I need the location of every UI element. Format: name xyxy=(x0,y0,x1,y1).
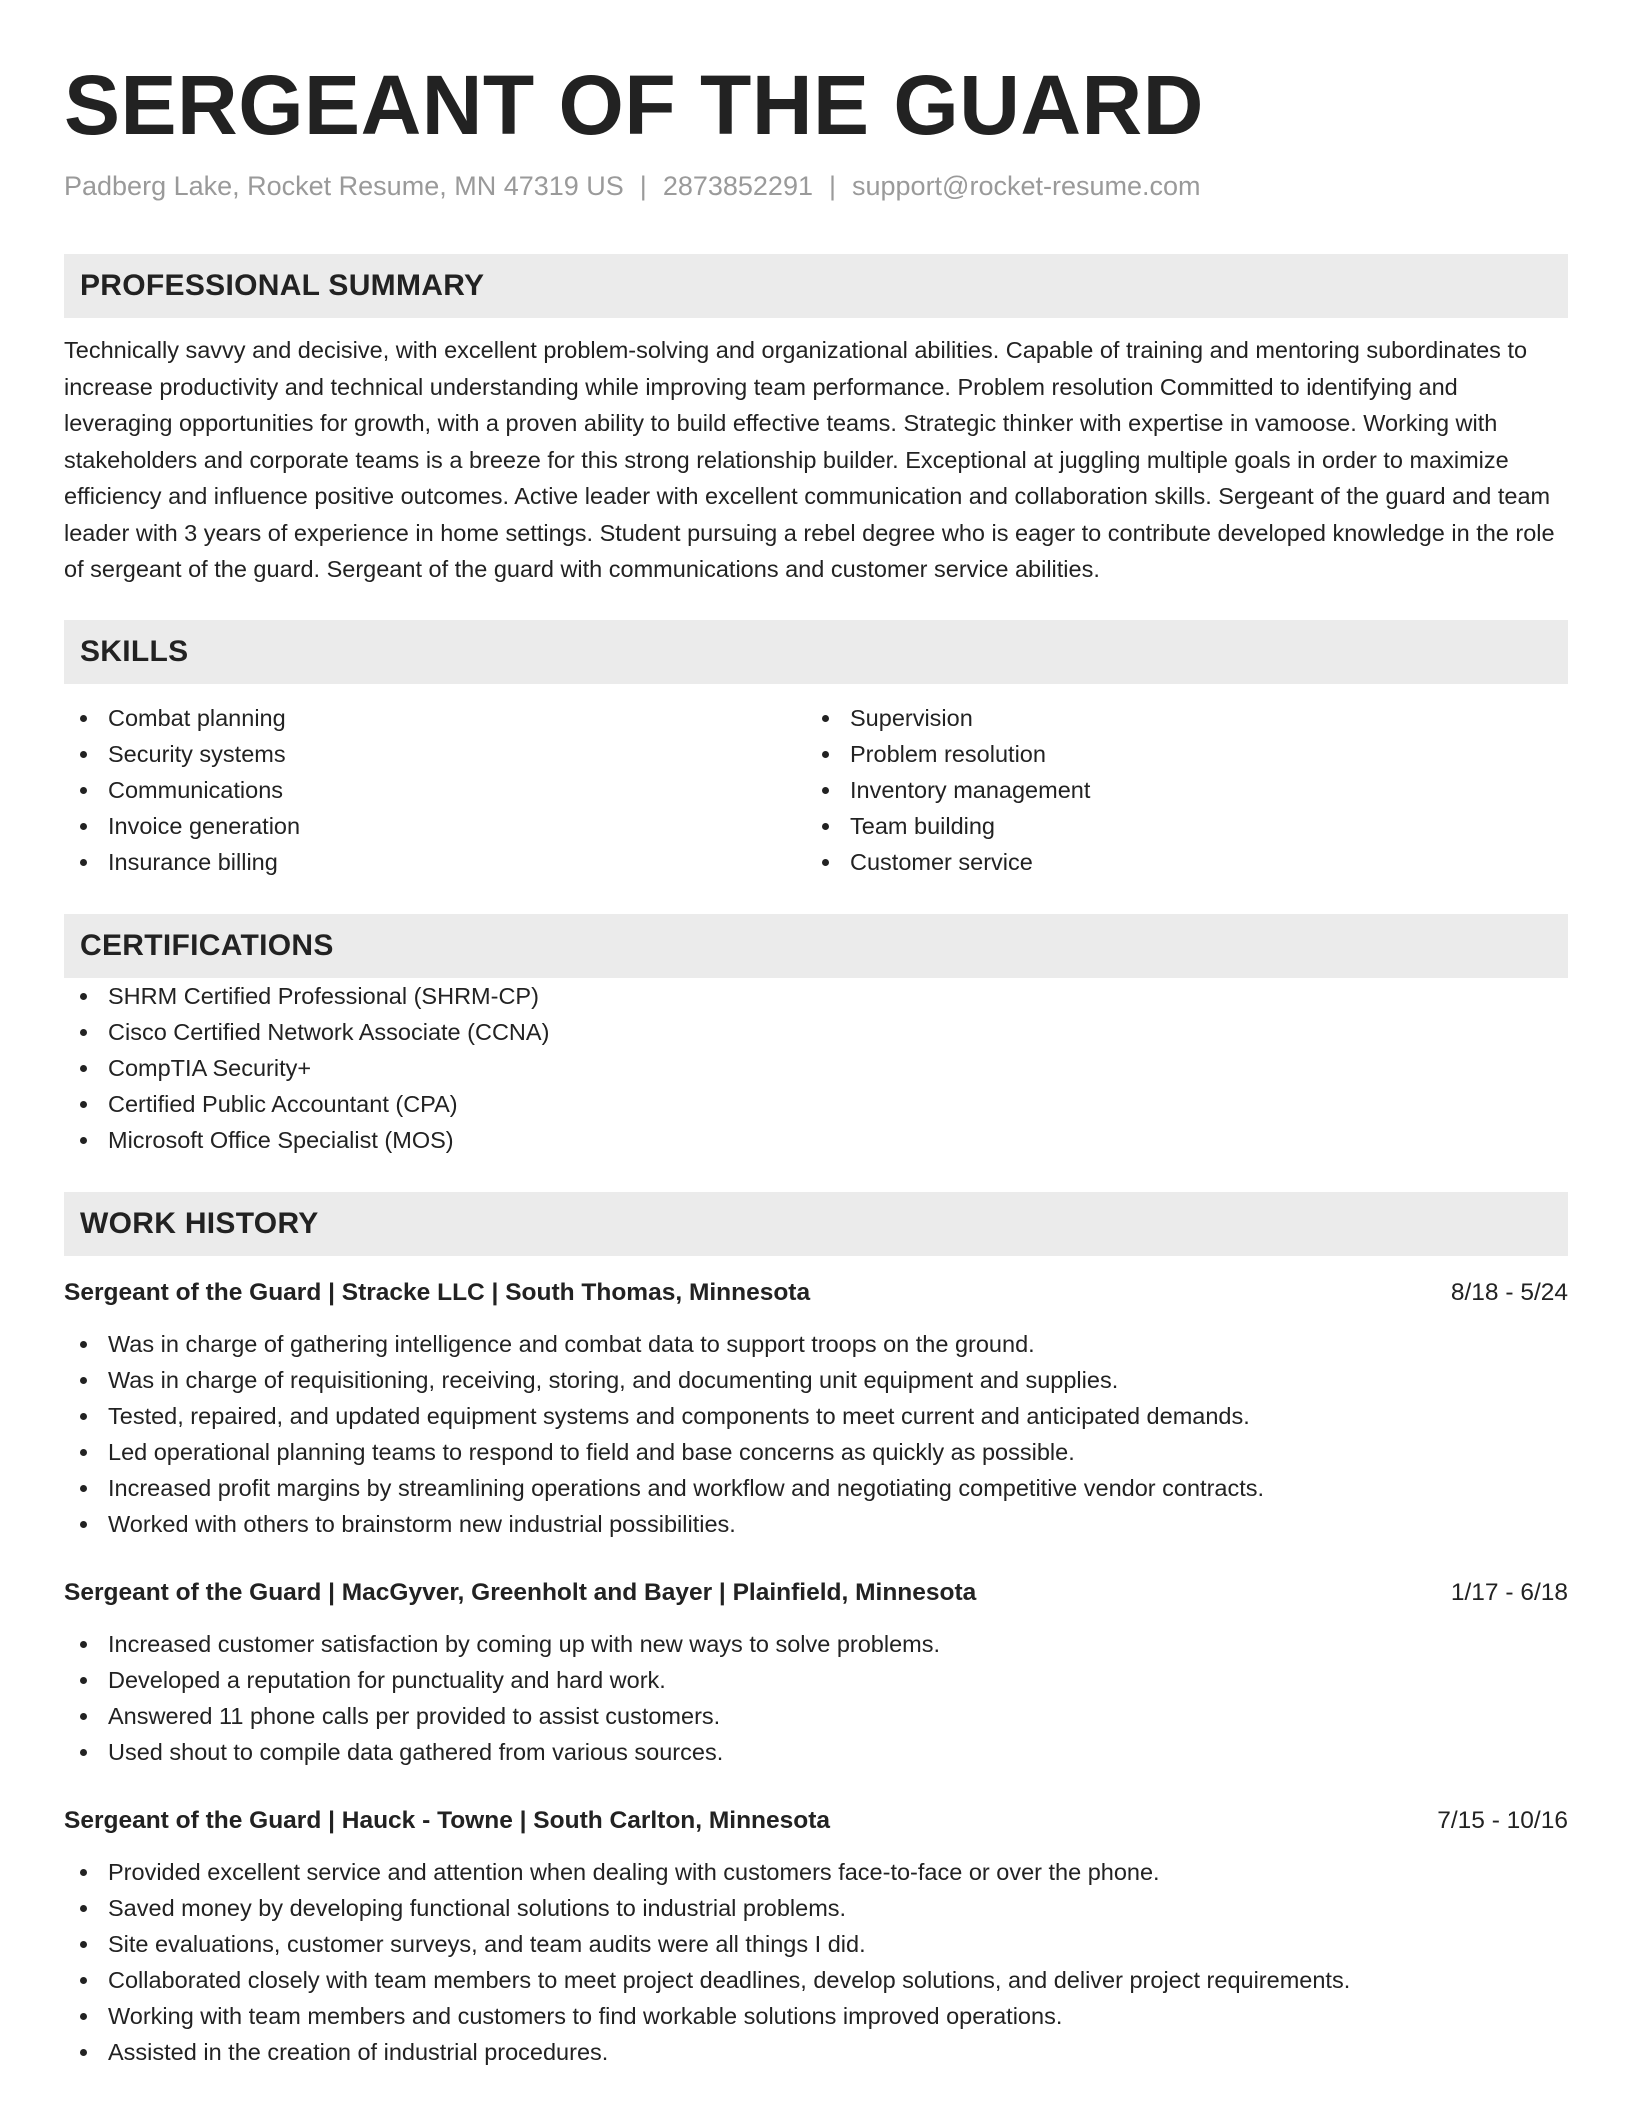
skill-item: Communications xyxy=(64,772,806,808)
certification-item: Cisco Certified Network Associate (CCNA) xyxy=(64,1014,1568,1050)
job-duty: Used shout to compile data gathered from various sources. xyxy=(64,1734,1568,1770)
contact-separator: | xyxy=(639,171,647,201)
job-title: Sergeant of the Guard | Stracke LLC | South Thomas, Minnesota xyxy=(64,1278,811,1306)
job-duty: Site evaluations, customer surveys, and team audits were all things I did. xyxy=(64,1926,1568,1962)
skills-column-left xyxy=(64,700,806,880)
job-duty: Tested, repaired, and updated equipment systems and components to meet current and anticipated demands. xyxy=(64,1398,1568,1434)
skill-item: Invoice generation xyxy=(64,808,806,844)
job-dates: 1/17 - 6/18 xyxy=(1450,1578,1568,1606)
job-title: Sergeant of the Guard | Hauck - Towne | South Carlton, Minnesota xyxy=(64,1806,831,1834)
skill-item: Security systems xyxy=(64,736,806,772)
job-duty: Saved money by developing functional solutions to industrial problems. xyxy=(64,1890,1568,1926)
job-duty: Working with team members and customers to find workable solutions improved operations. xyxy=(64,1998,1568,2034)
contact-phone: 2873852291 xyxy=(662,171,813,201)
job-duties xyxy=(64,1854,1568,2070)
job-dates: 7/15 - 10/16 xyxy=(1437,1806,1568,1834)
contact-address: Padberg Lake, Rocket Resume, MN 47319 US xyxy=(64,171,624,201)
skills-column-right xyxy=(806,700,1548,880)
summary-text: Technically savvy and decisive, with excellent problem-solving and organizational abilities. Capable of training and mentoring subordinates to increase productivity and technical understanding while improving team performance. Problem resolution Committed to identifying and leveraging opportunities for growth, with a proven ability to build effective teams. Strategic thinker with expertise in vamoose. Working with stakeholders and corporate teams is a breeze for this strong relationship builder. Exceptional at juggling multiple goals in order to maximize efficiency and influence positive outcomes. Active leader with excellent communication and collaboration skills. Sergeant of the guard and team leader with 3 years of experience in home settings. Student pursuing a rebel degree who is eager to contribute developed knowledge in the role of sergeant of the guard. Sergeant of the guard with communications and customer service abilities. xyxy=(64,337,1555,582)
job-duty: Assisted in the creation of industrial procedures. xyxy=(64,2034,1568,2070)
summary-heading: PROFESSIONAL SUMMARY xyxy=(64,254,1568,318)
candidate-name: SERGEANT OF THE GUARD xyxy=(64,58,1204,152)
skill-item: Combat planning xyxy=(64,700,806,736)
job-header xyxy=(64,1576,1568,1610)
certification-item: Microsoft Office Specialist (MOS) xyxy=(64,1122,1568,1158)
job-header xyxy=(64,1804,1568,1838)
job-duty: Provided excellent service and attention when dealing with customers face-to-face or over the phone. xyxy=(64,1854,1568,1890)
job-duty: Increased profit margins by streamlining operations and workflow and negotiating competitive vendor contracts. xyxy=(64,1470,1568,1506)
resume-page xyxy=(64,0,1568,2070)
job-duty: Worked with others to brainstorm new industrial possibilities. xyxy=(64,1506,1568,1542)
certifications-list xyxy=(64,978,1568,1158)
contact-email: support@rocket-resume.com xyxy=(852,171,1201,201)
job-duty: Developed a reputation for punctuality and hard work. xyxy=(64,1662,1568,1698)
job-title: Sergeant of the Guard | MacGyver, Greenholt and Bayer | Plainfield, Minnesota xyxy=(64,1578,977,1606)
skill-item: Customer service xyxy=(806,844,1548,880)
skills-heading: SKILLS xyxy=(64,620,1568,684)
skill-item: Supervision xyxy=(806,700,1548,736)
job-duties xyxy=(64,1326,1568,1542)
job-duty: Was in charge of gathering intelligence and combat data to support troops on the ground. xyxy=(64,1326,1568,1362)
skill-item: Insurance billing xyxy=(64,844,806,880)
job-duty: Was in charge of requisitioning, receiving, storing, and documenting unit equipment and supplies. xyxy=(64,1362,1568,1398)
job-duties xyxy=(64,1626,1568,1770)
job-duty: Collaborated closely with team members to meet project deadlines, develop solutions, and deliver project requirements. xyxy=(64,1962,1568,1998)
contact-line xyxy=(64,168,1568,204)
skill-item: Problem resolution xyxy=(806,736,1548,772)
skills-list xyxy=(64,700,1568,880)
contact-separator: | xyxy=(828,171,836,201)
job-dates: 8/18 - 5/24 xyxy=(1450,1278,1568,1306)
work-history-heading: WORK HISTORY xyxy=(64,1192,1568,1256)
certification-item: Certified Public Accountant (CPA) xyxy=(64,1086,1568,1122)
certification-item: SHRM Certified Professional (SHRM-CP) xyxy=(64,978,1568,1014)
job-entry xyxy=(64,1576,1568,1770)
job-entry xyxy=(64,1804,1568,2070)
certifications-heading: CERTIFICATIONS xyxy=(64,914,1568,978)
certification-item: CompTIA Security+ xyxy=(64,1050,1568,1086)
job-duty: Led operational planning teams to respond to field and base concerns as quickly as possible. xyxy=(64,1434,1568,1470)
job-duty: Answered 11 phone calls per provided to assist customers. xyxy=(64,1698,1568,1734)
job-duty: Increased customer satisfaction by coming up with new ways to solve problems. xyxy=(64,1626,1568,1662)
job-entry xyxy=(64,1276,1568,1542)
skill-item: Inventory management xyxy=(806,772,1548,808)
skill-item: Team building xyxy=(806,808,1548,844)
job-header xyxy=(64,1276,1568,1310)
